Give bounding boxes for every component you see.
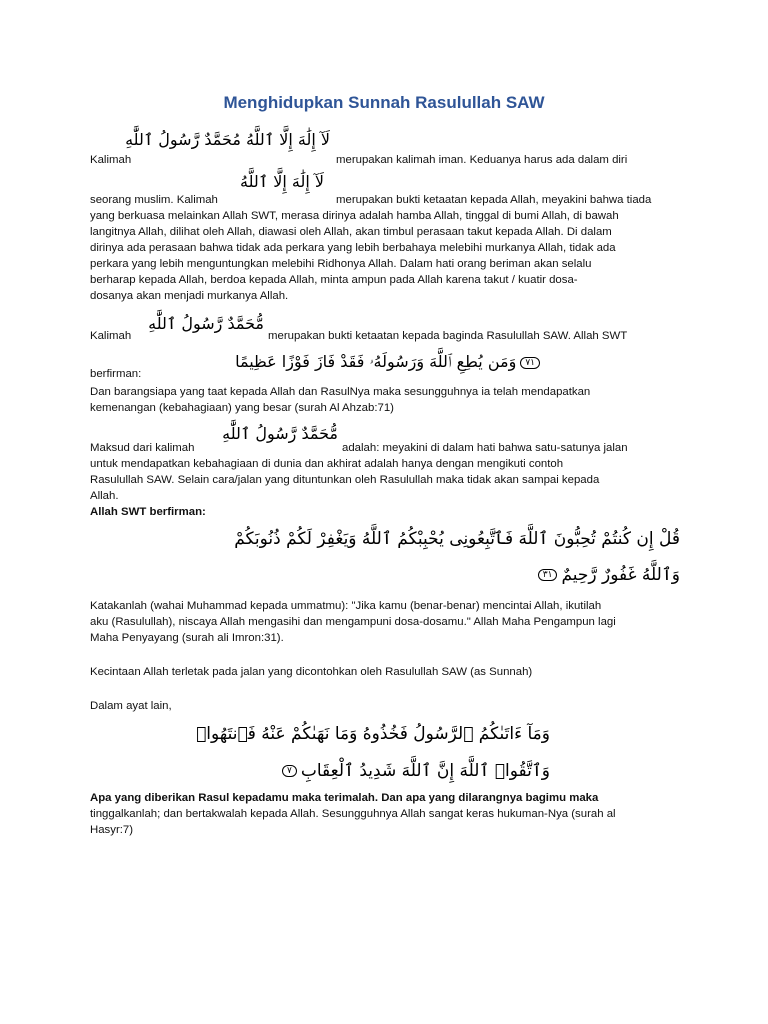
- text-line: berfirman:: [90, 368, 142, 380]
- arabic-ayat-hasyr-7-line2: [287, 760, 550, 781]
- arabic-muhammad-rasulullah: مُّحَمَّدٌ رَّسُولُ ٱللَّٰهِ: [148, 314, 264, 333]
- text-line: Kecintaan Allah terletak pada jalan yang dicontohkan oleh Rasulullah SAW (as Sunnah): [90, 666, 533, 678]
- text-line: merupakan bukti ketaatan kepada Allah, meyakini bahwa tiada: [336, 194, 652, 206]
- text-line: Allah SWT berfirman:: [90, 506, 206, 518]
- text-line: dirinya ada perasaan bahwa tidak ada perkara yang lebih berbahaya melebihi murkanya Allah, tidak ada: [90, 242, 616, 254]
- text-line: Kalimah: [90, 330, 132, 342]
- arabic-ayat-imran-31-line2: [300, 564, 680, 585]
- text-line: berharap kepada Allah, berdoa kepada Allah, minta ampun pada Allah karena takut / kuatir dosa-: [90, 274, 578, 286]
- text-line: Dan barangsiapa yang taat kepada Allah dan RasulNya maka sesungguhnya ia telah mendapatkan: [90, 386, 591, 398]
- text-line: Apa yang diberikan Rasul kepadamu maka terimalah. Dan apa yang dilarangnya bagimu maka: [90, 792, 599, 804]
- text-line: langitnya Allah, dilihat oleh Allah, diawasi oleh Allah, akan timbul perasaan takut kepada Allah. Di dalam: [90, 226, 612, 238]
- text-line: Dalam ayat lain,: [90, 700, 172, 712]
- text-line: Maksud dari kalimah: [90, 442, 195, 454]
- text-line: Katakanlah (wahai Muhammad kepada ummatmu): "Jika kamu (benar-benar) mencintai Allah, ikutilah: [90, 600, 602, 612]
- text-line: kemenangan (kebahagiaan) yang besar (surah Al Ahzab:71): [90, 402, 394, 414]
- ayah-number-badge: ٣١: [538, 569, 558, 581]
- text-line-kalimah: Kalimah: [90, 154, 132, 166]
- text-line: merupakan bukti ketaatan kepada baginda Rasulullah SAW. Allah SWT: [268, 330, 628, 342]
- ayah-number-badge: ٧: [282, 765, 297, 777]
- ayah-text: وَٱللَّهُ غَفُورٌ رَّحِيمٌ: [561, 565, 680, 585]
- text-line: Hasyr:7): [90, 824, 134, 836]
- arabic-kalimah-syahadat: لَآ إِلَٰهَ إِلَّا ٱللَّهُ مُحَمَّدٌ رَّسُولُ ٱللَّٰهِ: [125, 130, 330, 149]
- text-line: merupakan kalimah iman. Keduanya harus ada dalam diri: [336, 154, 628, 166]
- arabic-tauhid: لَآ إِلَٰهَ إِلَّا ٱللَّهُ: [240, 172, 324, 191]
- arabic-muhammad-rasulullah-2: مُّحَمَّدٌ رَّسُولُ ٱللَّٰهِ: [222, 424, 338, 443]
- text-line: untuk mendapatkan kebahagiaan di dunia dan akhirat adalah hanya dengan mengikuti contoh: [90, 458, 564, 470]
- text-line: Maha Penyayang (surah ali Imron:31).: [90, 632, 284, 644]
- text-line: Rasulullah SAW. Selain cara/jalan yang dituntunkan oleh Rasulullah maka tidak akan sampai kepada: [90, 474, 600, 486]
- ayah-text: وَمَن يُطِعِ ٱللَّهَ وَرَسُولَهُۥ فَقَدْ فَازَ فَوْزًا عَظِيمًا: [235, 352, 517, 371]
- page-title: Menghidupkan Sunnah Rasulullah SAW: [223, 93, 545, 112]
- text-line: tinggalkanlah; dan bertakwalah kepada Allah. Sesungguhnya Allah sangat keras hukuman-Nya (surah al: [90, 808, 616, 820]
- text-line: yang berkuasa melainkan Allah SWT, merasa dirinya adalah hamba Allah, tinggal di bumi Allah, di bawah: [90, 210, 619, 222]
- text-line: aku (Rasulullah), niscaya Allah mengasihi dan mengampuni dosa-dosamu." Allah Maha Pengampun lagi: [90, 616, 616, 628]
- text-line: seorang muslim. Kalimah: [90, 194, 218, 206]
- arabic-ayat-imran-31-line1: قُلْ إِن كُنتُمْ تُحِبُّونَ ٱللَّهَ فَٱتَّبِعُونِى يُحْبِبْكُمُ ٱللَّهُ وَيَغْفِرْ لَكُمْ ذُنُوبَكُمْ: [234, 529, 680, 549]
- arabic-ayat-ahzab-71: [154, 352, 544, 372]
- arabic-ayat-hasyr-7-line1: وَمَآ ءَاتَىٰكُمُ ٱلرَّسُولُ فَخُذُوهُ وَمَا نَهَىٰكُمْ عَنْهُ فَٱنتَهُوا۟: [196, 724, 550, 744]
- text-line: adalah: meyakini di dalam hati bahwa satu-satunya jalan: [342, 442, 628, 454]
- ayah-number-badge: ٧١: [520, 357, 540, 369]
- text-line: Allah.: [90, 490, 119, 502]
- text-line: dosanya akan menjadi murkanya Allah.: [90, 290, 289, 302]
- ayah-text: وَٱتَّقُوا۟ ٱللَّهَ إِنَّ ٱللَّهَ شَدِيدُ ٱلْعِقَابِ: [300, 761, 550, 781]
- text-line: perkara yang lebih menguntungkan melebihi Ridhonya Allah. Dalam hati orang beriman akan selalu: [90, 258, 592, 270]
